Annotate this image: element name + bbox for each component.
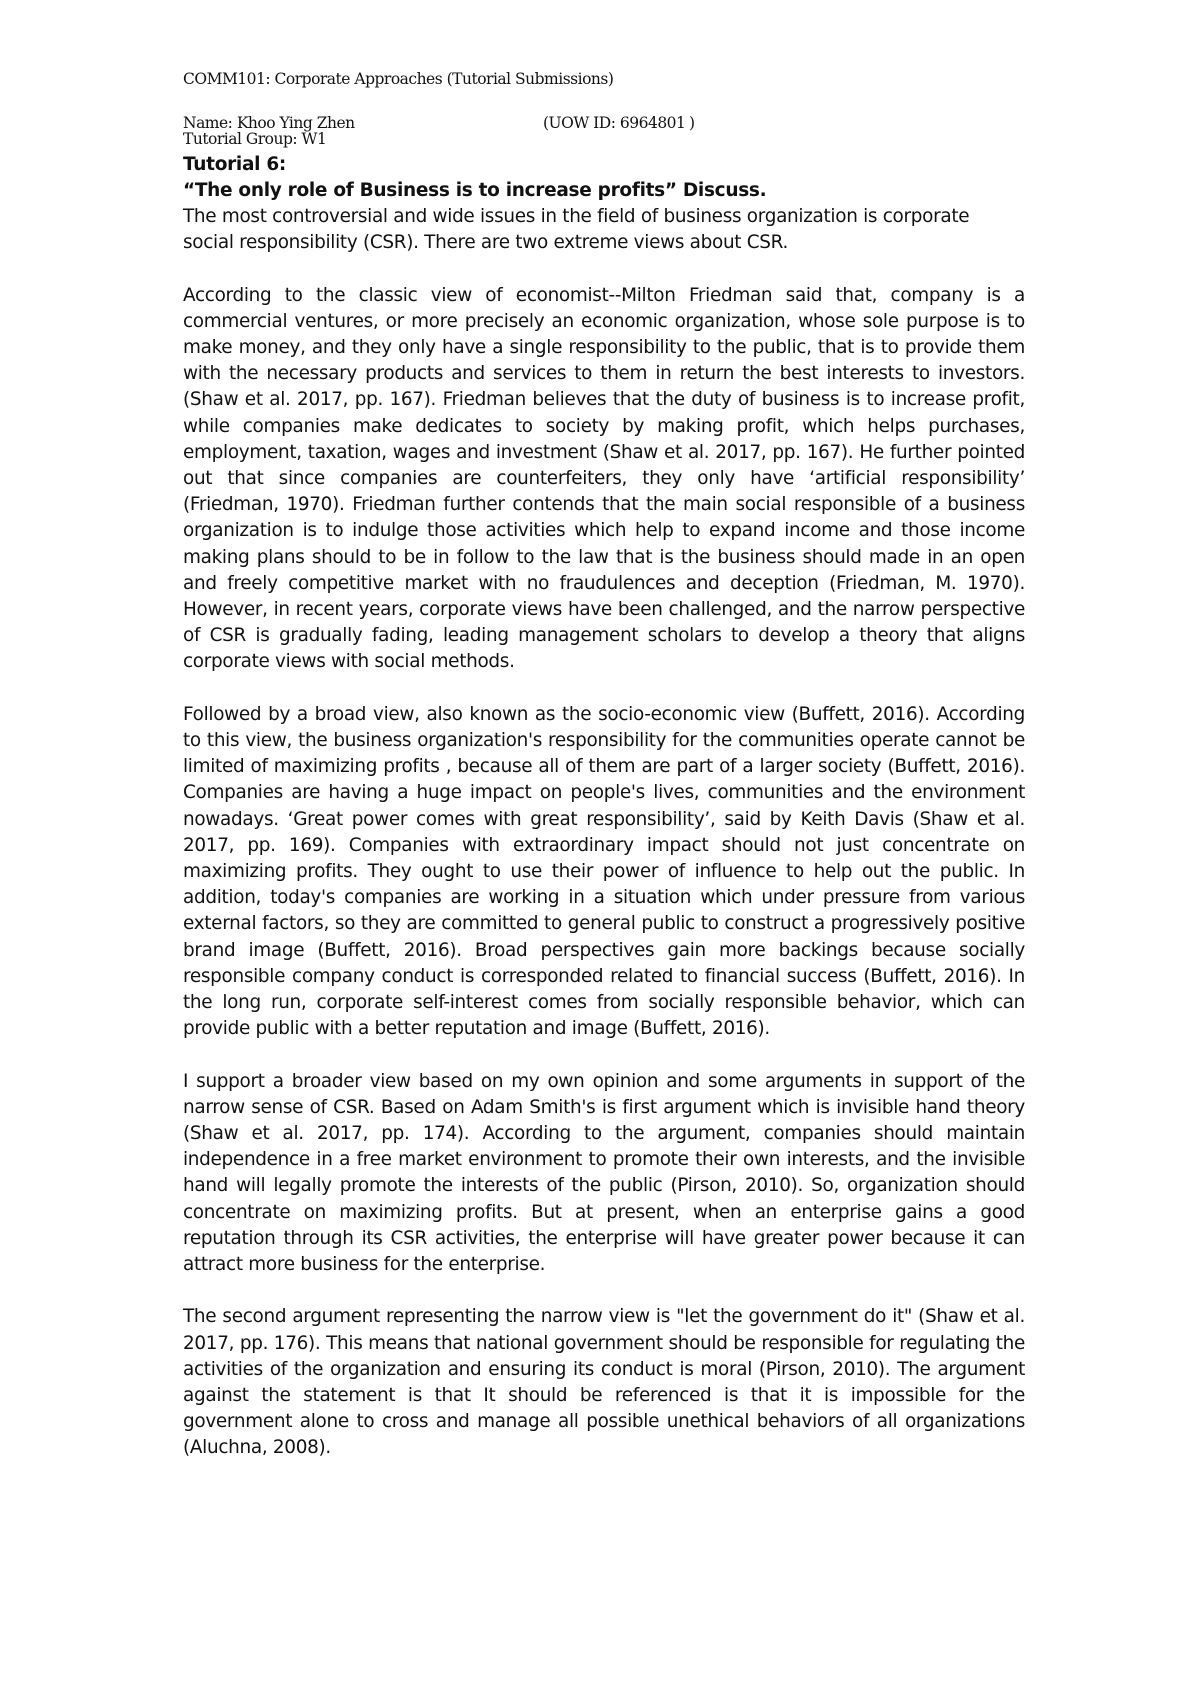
paragraph-second-argument: The second argument representing the narrow view is "let the government do it" (Shaw et al. 2017, pp. 176). This means that national government should be responsible for regulating the activities of the organization and ensuring its conduct is moral (Pirson, 2010). The argument against the statement is that It should be referenced is that it is impossible for the government alone to cross and manage all possible unethical behaviors of all organizations (Aluchna, 2008). (183, 1306, 1025, 1459)
uow-id-close: ) (689, 114, 695, 132)
uow-id: (UOW ID: 6964801 (543, 114, 686, 132)
tutorial-group: Tutorial Group: W1 (183, 130, 327, 148)
tutorial-question: “The only role of Business is to increase profits” Discuss. (183, 180, 767, 201)
essay-body (183, 204, 1025, 1488)
paragraph-first-argument: I support a broader view based on my own opinion and some arguments in support of the narrow sense of CSR. Based on Adam Smith's is first argument which is invisible hand theory (Shaw et al. 2017, pp. 174). According to the argument, companies should maintain independence in a free market environment to promote their own interests, and the invisible hand will legally promote the interests of the public (Pirson, 2010). So, organization should concentrate on maximizing profits. But at present, when an enterprise gains a good reputation through its CSR activities, the enterprise will have greater power because it can attract more business for the enterprise. (183, 1070, 1025, 1276)
course-header: COMM101: Corporate Approaches (Tutorial Submissions) (183, 70, 614, 88)
paragraph-classic-view: According to the classic view of economist--Milton Friedman said that, company is a commercial ventures, or more precisely an economic organization, whose sole purpose is to make money, and they only have a single responsibility to the public, that is to provide them with the necessary products and services to them in return the best interests to investors. (Shaw et al. 2017, pp. 167). Friedman believes that the duty of business is to increase profit, while companies make dedicates to society by making profit, which helps purchases, employment, taxation, wages and investment (Shaw et al. 2017, pp. 167). He further pointed out that since companies are counterfeiters, they only have ‘artificial responsibility’ (Friedman, 1970). Friedman further contends that the main social responsible of a business organization is to indulge those activities which help to expand income and those income making plans should to be in follow to the law that is the business should made in an open and freely competitive market with no fraudulences and deception (Friedman, M. 1970). However, in recent years, corporate views have been challenged, and the narrow perspective of CSR is gradually fading, leading management scholars to develop a theory that aligns corporate views with social methods. (183, 284, 1025, 673)
student-name: Name: Khoo Ying Zhen (183, 114, 355, 132)
paragraph-intro: The most controversial and wide issues in the field of business organization is corporate social responsibility (CSR). There are two extreme views about CSR. (183, 206, 970, 254)
tutorial-title: Tutorial 6: (183, 154, 287, 175)
paragraph-broad-view: Followed by a broad view, also known as the socio-economic view (Buffett, 2016). According to this view, the business organization's responsibility for the communities operate cannot be limited of maximizing profits , because all of them are part of a larger society (Buffett, 2016). Companies are having a huge impact on people's lives, communities and the environment nowadays. ‘Great power comes with great responsibility’, said by Keith Davis (Shaw et al. 2017, pp. 169). Companies with extraordinary impact should not just concentrate on maximizing profits. They ought to use their power of influence to help out the public. In addition, today's companies are working in a situation which under pressure from various external factors, so they are committed to general public to construct a progressively positive brand image (Buffett, 2016). Broad perspectives gain more backings because socially responsible company conduct is corresponded related to financial success (Buffett, 2016). In the long run, corporate self-interest comes from socially responsible behavior, which can provide public with a better reputation and image (Buffett, 2016). (183, 703, 1025, 1040)
